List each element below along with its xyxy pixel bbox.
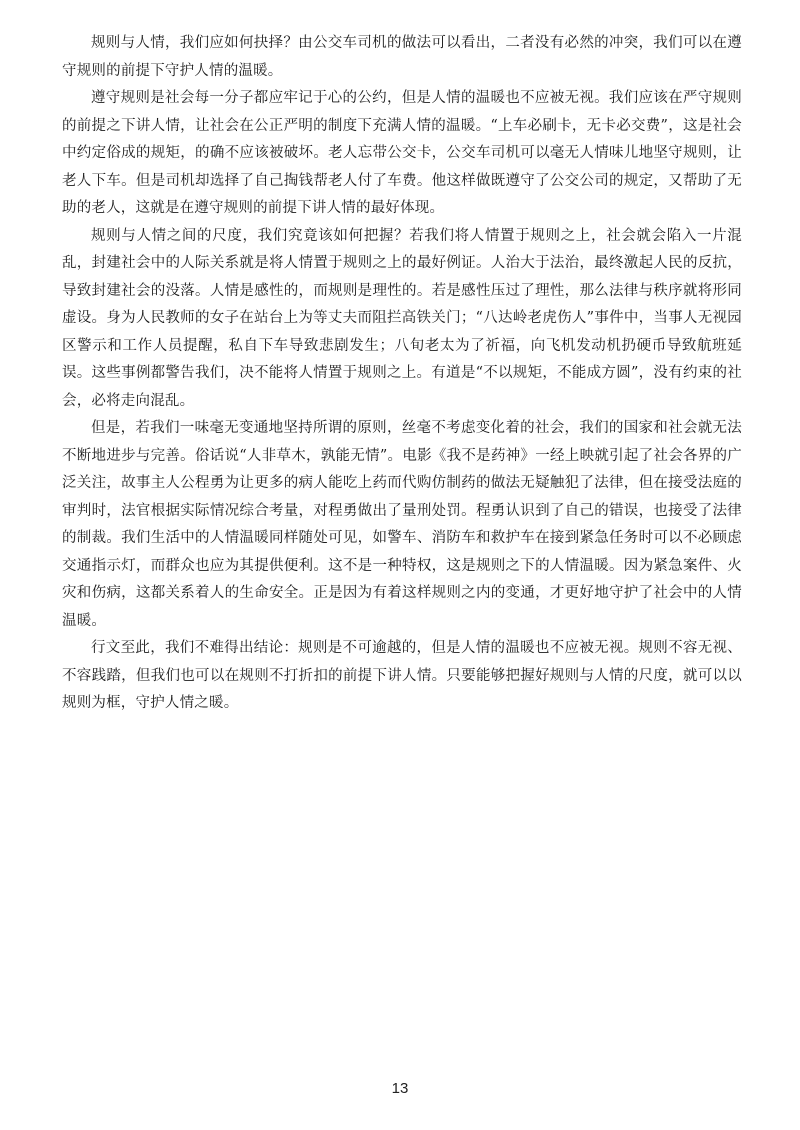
paragraph-flexibility: 但是，若我们一味毫无变通地坚持所谓的原则，丝毫不考虑变化着的社会，我们的国家和社会就无法不断地进步与完善。俗话说“人非草木，孰能无情”。电影《我不是药神》一经上映就引起了社会各界的广泛关注，故事主人公程勇为让更多的病人能吃上药而代购仿制药的做法无疑触犯了法律，但在接受法庭的审判时，法官根据实际情况综合考量，对程勇做出了量刑处罚。程勇认识到了自己的错误，也接受了法律的制裁。我们生活中的人情温暖同样随处可见，如警车、消防车和救护车在接到紧急任务时可以不必顾虑交通指示灯，而群众也应为其提供便利。这不是一种特权，这是规则之下的人情温暖。因为紧急案件、火灾和伤病，这都关系着人的生命安全。正是因为有着这样规则之内的变通，才更好地守护了社会中的人情温暖。 — [62, 420, 742, 629]
paragraph-obey-rules: 遵守规则是社会每一分子都应牢记于心的公约，但是人情的温暖也不应被无视。我们应该在严守规则的前提之下讲人情，让社会在公正严明的制度下充满人情的温暖。“上车必刷卡，无卡必交费”，这是社会中约定俗成的规矩，的确不应该被破坏。老人忘带公交卡，公交车司机可以毫无人情味儿地坚守规则，让老人下车。但是司机却选择了自己掏钱帮老人付了车费。他这样做既遵守了公交公司的规定，又帮助了无助的老人，这就是在遵守规则的前提下讲人情的最好体现。 — [62, 90, 742, 216]
paragraph-intro: 规则与人情，我们应如何抉择？由公交车司机的做法可以看出，二者没有必然的冲突，我们可以在遵守规则的前提下守护人情的温暖。 — [62, 35, 742, 79]
page-number: 13 — [391, 1080, 409, 1097]
document-body — [62, 30, 742, 718]
paragraph-measure: 规则与人情之间的尺度，我们究竟该如何把握？若我们将人情置于规则之上，社会就会陷入一片混乱，封建社会中的人际关系就是将人情置于规则之上的最好例证。人治大于法治，最终激起人民的反抗，导致封建社会的没落。人情是感性的，而规则是理性的。若是感性压过了理性，那么法律与秩序就将形同虚设。身为人民教师的女子在站台上为等丈夫而阻拦高铁关门；“八达岭老虎伤人”事件中，当事人无视园区警示和工作人员提醒，私自下车导致悲剧发生；八旬老太为了祈福，向飞机发动机扔硬币导致航班延误。这些事例都警告我们，决不能将人情置于规则之上。有道是“不以规矩，不能成方圆”，没有约束的社会，必将走向混乱。 — [62, 227, 742, 409]
paragraph-conclusion: 行文至此，我们不难得出结论：规则是不可逾越的，但是人情的温暖也不应被无视。规则不容无视、不容践踏，但我们也可以在规则不打折扣的前提下讲人情。只要能够把握好规则与人情的尺度，就可以以规则为框，守护人情之暖。 — [62, 640, 742, 711]
